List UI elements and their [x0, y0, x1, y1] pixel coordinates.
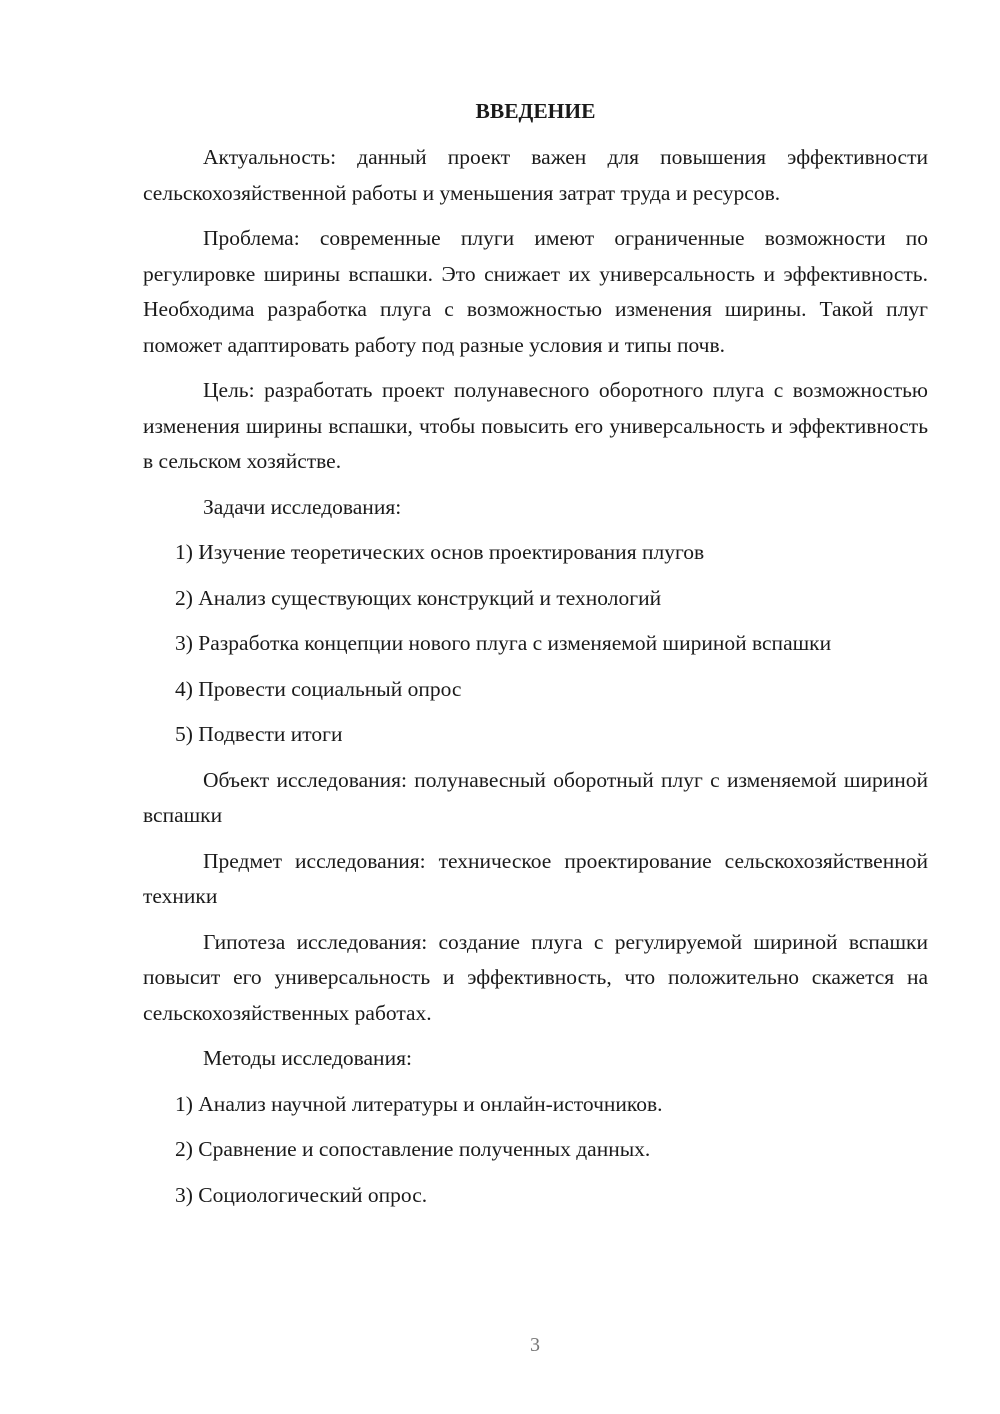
- method-item-2: 2) Сравнение и сопоставление полученных данных.: [175, 1137, 651, 1161]
- paragraph-goal: Цель: разработать проект полунавесного оборотного плуга с возможностью изменения ширины вспашки, чтобы повысить его универсальность и эффективность в сельском хозяйстве.: [143, 378, 928, 473]
- method-item-1: 1) Анализ научной литературы и онлайн-источников.: [175, 1091, 663, 1116]
- paragraph-object: Объект исследования: полунавесный оборотный плуг с изменяемой шириной вспашки: [143, 767, 928, 827]
- section-title: ВВЕДЕНИЕ: [475, 99, 596, 123]
- task-item-5: 5) Подвести итоги: [175, 722, 343, 746]
- task-item-2: 2) Анализ существующих конструкций и технологий: [175, 585, 662, 610]
- paragraph-problem: Проблема: современные плуги имеют ограниченные возможности по регулировке ширины вспашки. Это снижает их универсальность и эффективность. Необходима разработка плуга с возможностью изменения ширины. Такой плуг поможет адаптировать работу под разные условия и типы почв.: [143, 226, 928, 357]
- paragraph-tasks-heading: Задачи исследования:: [203, 494, 402, 519]
- task-item-4: 4) Провести социальный опрос: [175, 676, 462, 701]
- task-item-3: 3) Разработка концепции нового плуга с изменяемой шириной вспашки: [175, 631, 832, 655]
- paragraph-methods-heading: Методы исследования:: [203, 1046, 412, 1070]
- page-number: 3: [530, 1334, 540, 1356]
- method-item-3: 3) Социологический опрос.: [175, 1182, 428, 1207]
- paragraph-relevance: Актуальность: данный проект важен для повышения эффективности сельскохозяйственной работы и уменьшения затрат труда и ресурсов.: [143, 145, 928, 205]
- task-item-1: 1) Изучение теоретических основ проектирования плугов: [175, 540, 705, 564]
- document-page: [143, 95, 928, 1223]
- paragraph-hypothesis: Гипотеза исследования: создание плуга с регулируемой шириной вспашки повысит его универсальность и эффективность, что положительно скажется на сельскохозяйственных работах.: [143, 929, 928, 1025]
- paragraph-subject: Предмет исследования: техническое проектирование сельскохозяйственной техники: [143, 848, 928, 908]
